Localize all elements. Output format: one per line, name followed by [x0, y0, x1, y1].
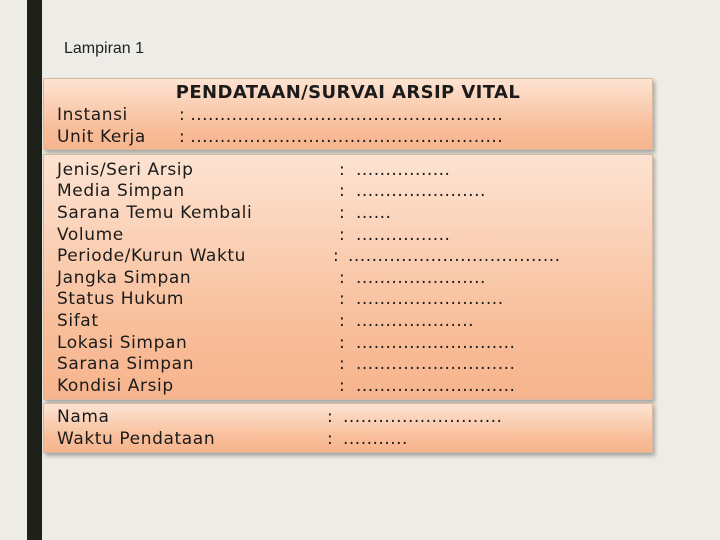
- field-separator: :: [339, 268, 346, 288]
- field-instansi: [57, 105, 503, 125]
- field-value[interactable]: .....................................................: [190, 127, 504, 147]
- form-footer-box: [43, 403, 653, 453]
- field-label: Sarana Temu Kembali: [57, 203, 253, 223]
- field-separator: :: [339, 289, 346, 309]
- field-separator: :: [339, 376, 346, 396]
- field-label: Unit Kerja: [57, 127, 146, 147]
- field-label: Jangka Simpan: [57, 268, 192, 288]
- form-main-box: [43, 154, 653, 400]
- field-separator: :: [333, 246, 340, 266]
- field-label: Sarana Simpan: [57, 354, 195, 374]
- field-separator: :: [179, 127, 186, 147]
- field-separator: :: [339, 333, 346, 353]
- field-value[interactable]: ....................: [356, 311, 475, 331]
- field-label: Volume: [57, 225, 124, 245]
- field-separator: :: [339, 225, 346, 245]
- field-label: Waktu Pendataan: [57, 429, 216, 449]
- field-value[interactable]: ...........................: [343, 407, 503, 427]
- field-value[interactable]: .........................: [356, 289, 504, 309]
- field-separator: :: [339, 181, 346, 201]
- form-title: PENDATAAN/SURVAI ARSIP VITAL: [175, 82, 521, 103]
- field-label: Periode/Kurun Waktu: [57, 246, 247, 266]
- field-unit-kerja: [57, 127, 503, 147]
- left-accent-bar: [27, 0, 42, 540]
- attachment-label: Lampiran 1: [64, 40, 145, 57]
- field-value[interactable]: .....................................................: [190, 105, 504, 125]
- field-separator: :: [179, 105, 186, 125]
- field-separator: :: [339, 203, 346, 223]
- field-separator: :: [339, 160, 346, 180]
- field-label: Sifat: [57, 311, 99, 331]
- field-label: Lokasi Simpan: [57, 333, 188, 353]
- field-separator: :: [327, 429, 334, 449]
- field-label: Jenis/Seri Arsip: [57, 160, 194, 180]
- field-value[interactable]: ...........: [343, 429, 408, 449]
- field-label: Status Hukum: [57, 289, 184, 309]
- field-label: Media Simpan: [57, 181, 185, 201]
- field-value[interactable]: ................: [356, 225, 451, 245]
- field-value[interactable]: ................: [356, 160, 451, 180]
- field-separator: :: [339, 311, 346, 331]
- field-separator: :: [339, 354, 346, 374]
- field-value[interactable]: ......: [356, 203, 392, 223]
- form-header-box: [43, 78, 653, 150]
- field-value[interactable]: ...........................: [356, 333, 516, 353]
- field-value[interactable]: ....................................: [348, 246, 561, 266]
- field-value[interactable]: ...........................: [356, 354, 516, 374]
- field-value[interactable]: ...........................: [356, 376, 516, 396]
- field-label: Nama: [57, 407, 110, 427]
- field-separator: :: [327, 407, 334, 427]
- field-label: Kondisi Arsip: [57, 376, 174, 396]
- field-label: Instansi: [57, 105, 128, 125]
- field-value[interactable]: ......................: [356, 268, 486, 288]
- field-value[interactable]: ......................: [356, 181, 486, 201]
